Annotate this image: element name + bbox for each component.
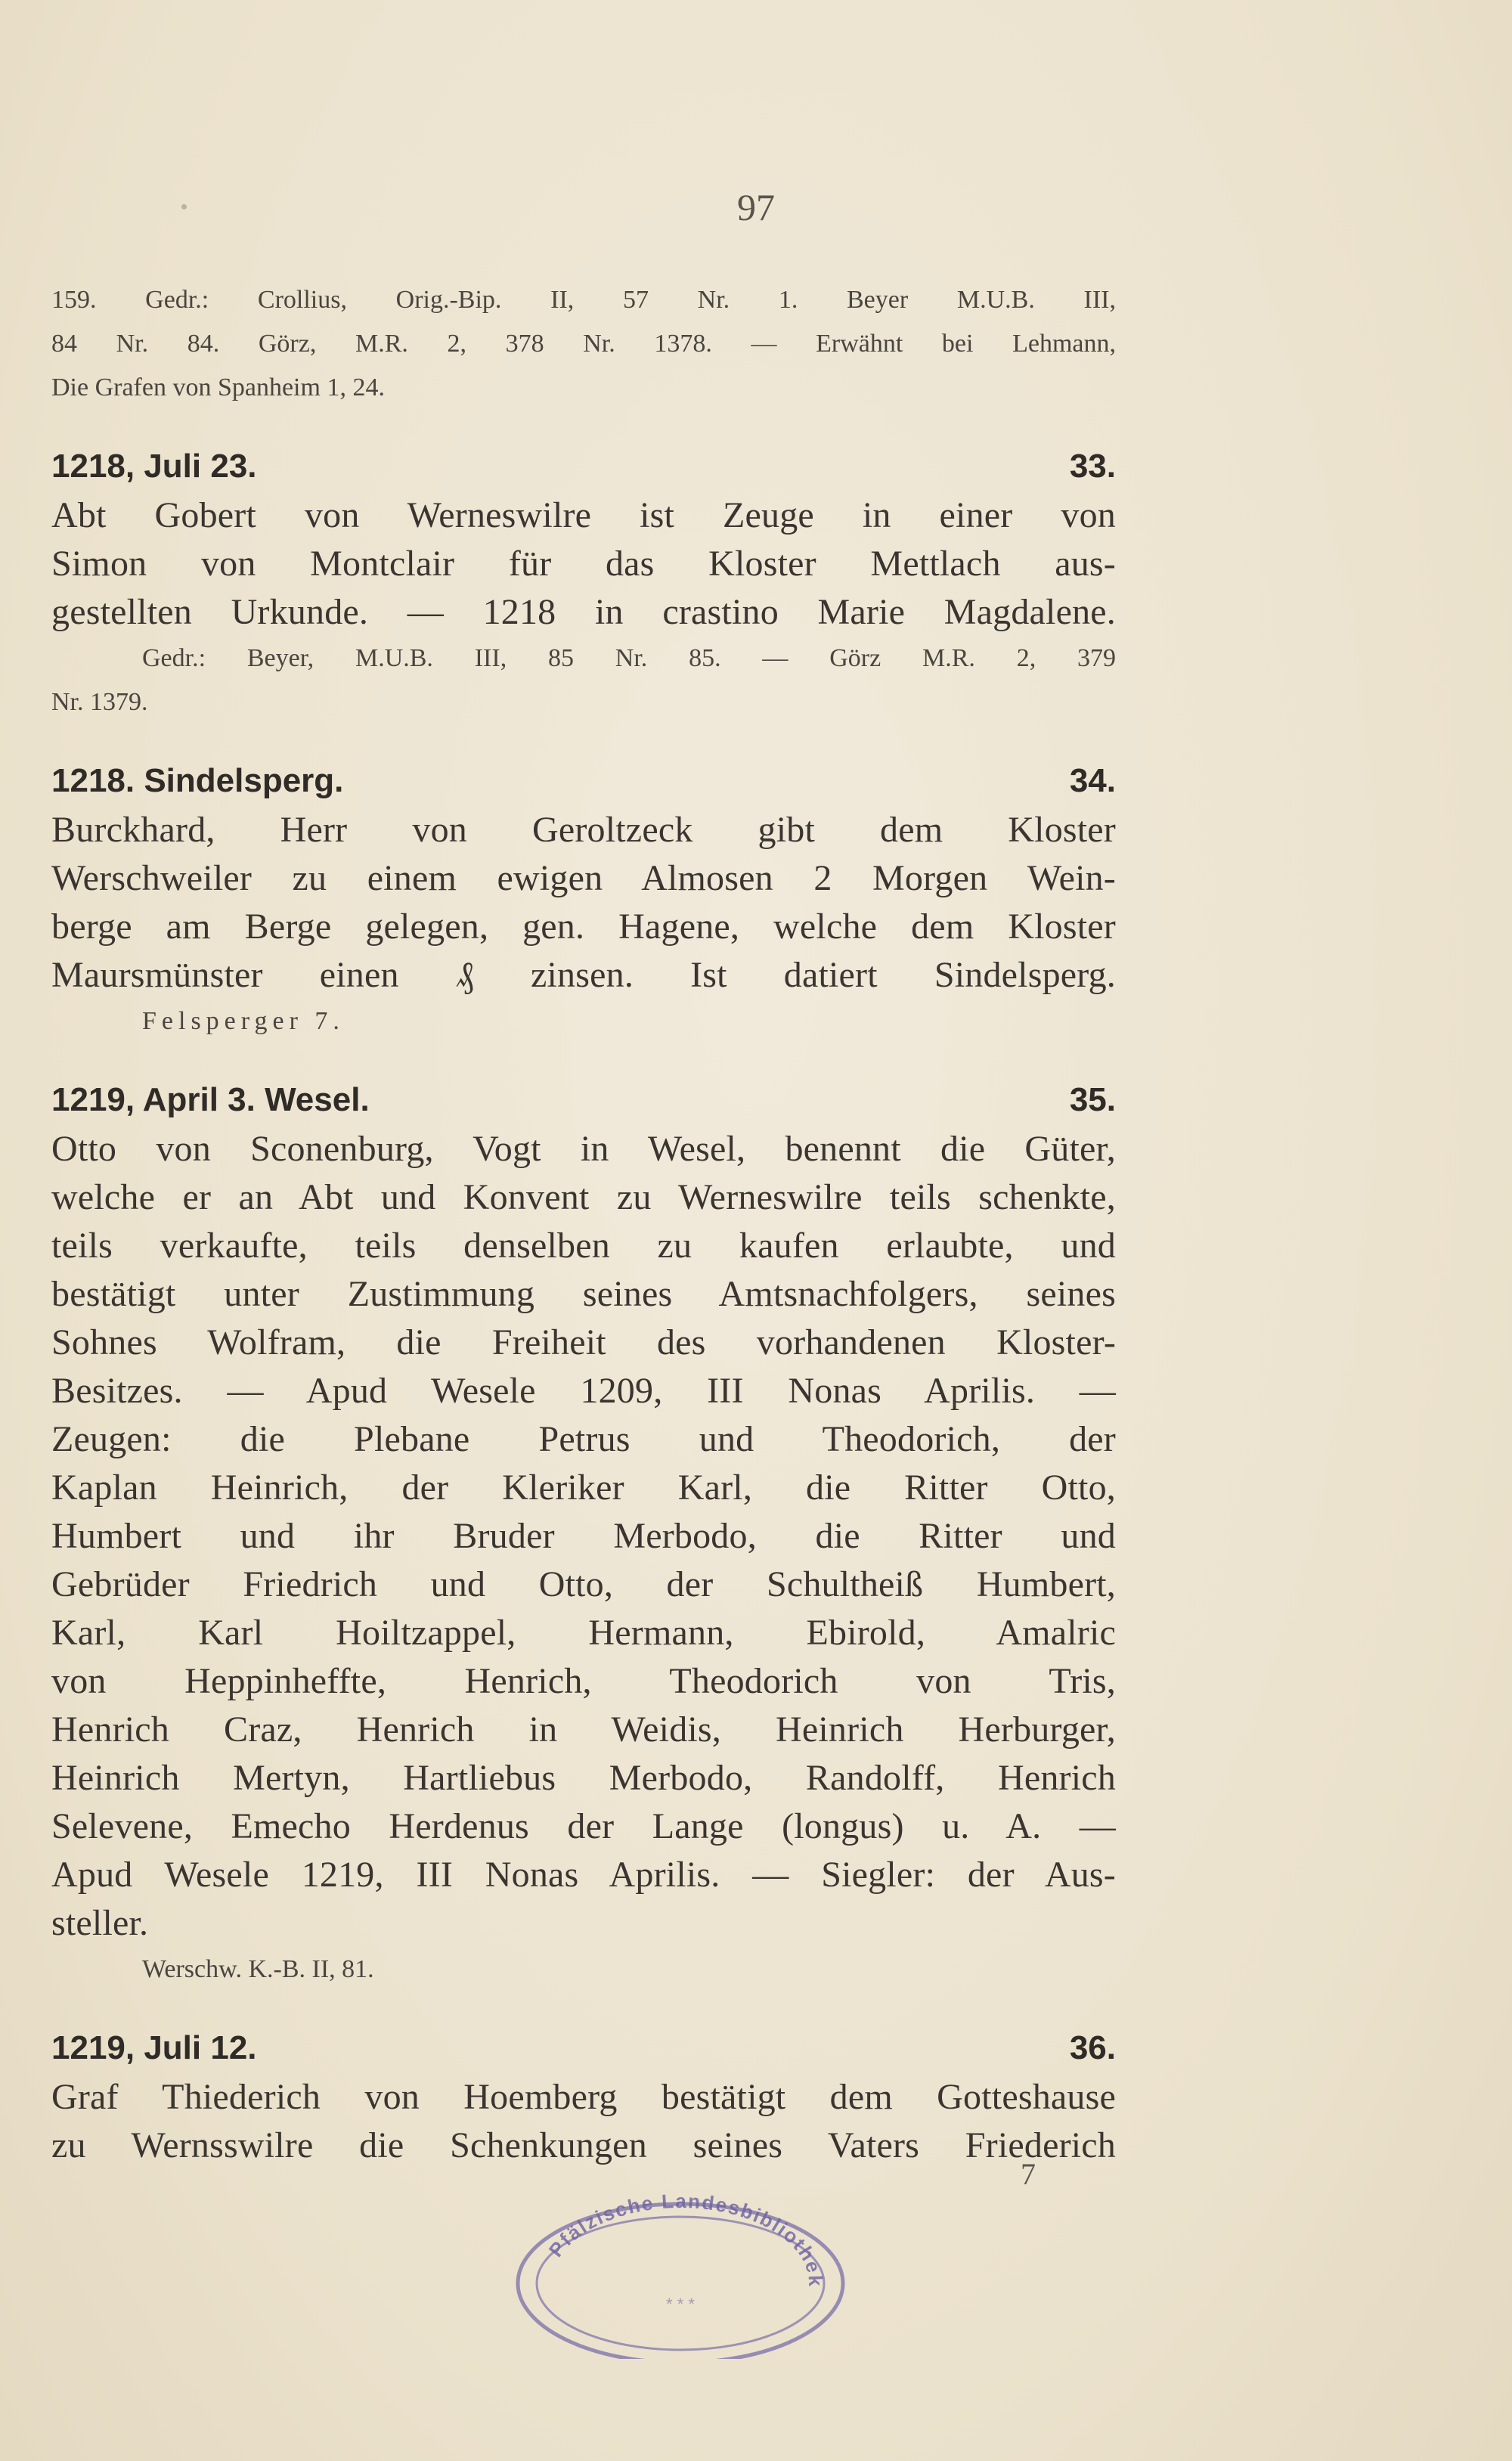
entry-line: Apud Wesele 1219, III Nonas Aprilis. — Siegler: der Aus- [51, 1855, 1116, 1895]
entry-line: steller. [51, 1903, 149, 1943]
entry-line: Besitzes. — Apud Wesele 1209, III Nonas Aprilis. — [51, 1371, 1116, 1411]
entry-line: Maursmünster einen ₰ zinsen. Ist datiert Sindelsperg. [51, 955, 1116, 995]
page-content [51, 278, 1116, 2170]
entry-line: Gebrüder Friedrich und Otto, der Schultheiß Humbert, [51, 1564, 1116, 1604]
intro-line: 84 Nr. 84. Görz, M.R. 2, 378 Nr. 1378. — Erwähnt bei Lehmann, [51, 330, 1116, 358]
entry-line: Humbert und ihr Bruder Merbodo, die Ritter und [51, 1516, 1116, 1556]
entry-line: Abt Gobert von Werneswilre ist Zeuge in einer von [51, 495, 1116, 535]
entry-date: 1219, Juli 12. [51, 2029, 257, 2066]
entry-line: welche er an Abt und Konvent zu Werneswilre teils schenkte, [51, 1177, 1116, 1217]
entry-line: Zeugen: die Plebane Petrus und Theodorich, der [51, 1419, 1116, 1459]
entry-number: 33. [1069, 448, 1116, 485]
entry-source: Gedr.: Beyer, M.U.B. III, 85 Nr. 85. — Görz M.R. 2, 379 [142, 644, 1116, 672]
library-stamp-icon [499, 2177, 862, 2359]
signature-mark: 7 [1021, 2157, 1036, 2191]
entry-line: berge am Berge gelegen, gen. Hagene, welche dem Kloster [51, 907, 1116, 947]
entry-line: Heinrich Mertyn, Hartliebus Merbodo, Randolff, Henrich [51, 1758, 1116, 1798]
entry-number: 35. [1069, 1081, 1116, 1118]
entry-date: 1218. Sindelsperg. [51, 762, 344, 799]
intro-line: 159. Gedr.: Crollius, Orig.-Bip. II, 57 Nr. 1. Beyer M.U.B. III, [51, 286, 1116, 314]
entry-date: 1218, Juli 23. [51, 448, 257, 485]
entry-number: 36. [1069, 2029, 1116, 2066]
entry-line: teils verkaufte, teils denselben zu kaufen erlaubte, und [51, 1226, 1116, 1266]
entry-line: Werschweiler zu einem ewigen Almosen 2 Morgen Wein- [51, 858, 1116, 898]
entry-line: Henrich Craz, Henrich in Weidis, Heinrich Herburger, [51, 1709, 1116, 1750]
entry-line: Karl, Karl Hoiltzappel, Hermann, Ebirold, Amalric [51, 1613, 1116, 1653]
entry-source: Felsperger 7. [142, 1007, 345, 1035]
entry-line: von Heppinheffte, Henrich, Theodorich von Tris, [51, 1661, 1116, 1701]
intro-line: Die Grafen von Spanheim 1, 24. [51, 373, 385, 401]
entry-line: Simon von Montclair für das Kloster Mettlach aus- [51, 544, 1116, 584]
entry-line: gestellten Urkunde. — 1218 in crastino Marie Magdalene. [51, 592, 1116, 632]
entry-line: bestätigt unter Zustimmung seines Amtsnachfolgers, seines [51, 1274, 1116, 1314]
entry-heading [51, 1075, 1116, 1125]
entry-line: Graf Thiederich von Hoemberg bestätigt dem Gotteshause [51, 2077, 1116, 2117]
svg-text:* * *: * * * [666, 2295, 695, 2314]
svg-text:Pfälzische Landesbibliothek: Pfälzische Landesbibliothek [544, 2189, 828, 2289]
entry-heading [51, 2023, 1116, 2073]
entry-source: Werschw. K.-B. II, 81. [142, 1955, 374, 1983]
entry-source: Nr. 1379. [51, 688, 148, 716]
entry-line: Sohnes Wolfram, die Freiheit des vorhandenen Kloster- [51, 1322, 1116, 1362]
entry-line: Burckhard, Herr von Geroltzeck gibt dem Kloster [51, 810, 1116, 850]
entry-line: Kaplan Heinrich, der Kleriker Karl, die Ritter Otto, [51, 1468, 1116, 1508]
entry-line: Otto von Sconenburg, Vogt in Wesel, benennt die Güter, [51, 1129, 1116, 1169]
entry-heading [51, 756, 1116, 806]
entry-number: 34. [1069, 762, 1116, 799]
entry-date: 1219, April 3. Wesel. [51, 1081, 370, 1118]
entry-heading [51, 442, 1116, 491]
entry-line: zu Wernsswilre die Schenkungen seines Vaters Friederich [51, 2125, 1116, 2165]
page-number: 97 [737, 186, 775, 228]
entry-line: Selevene, Emecho Herdenus der Lange (longus) u. A. — [51, 1806, 1116, 1846]
